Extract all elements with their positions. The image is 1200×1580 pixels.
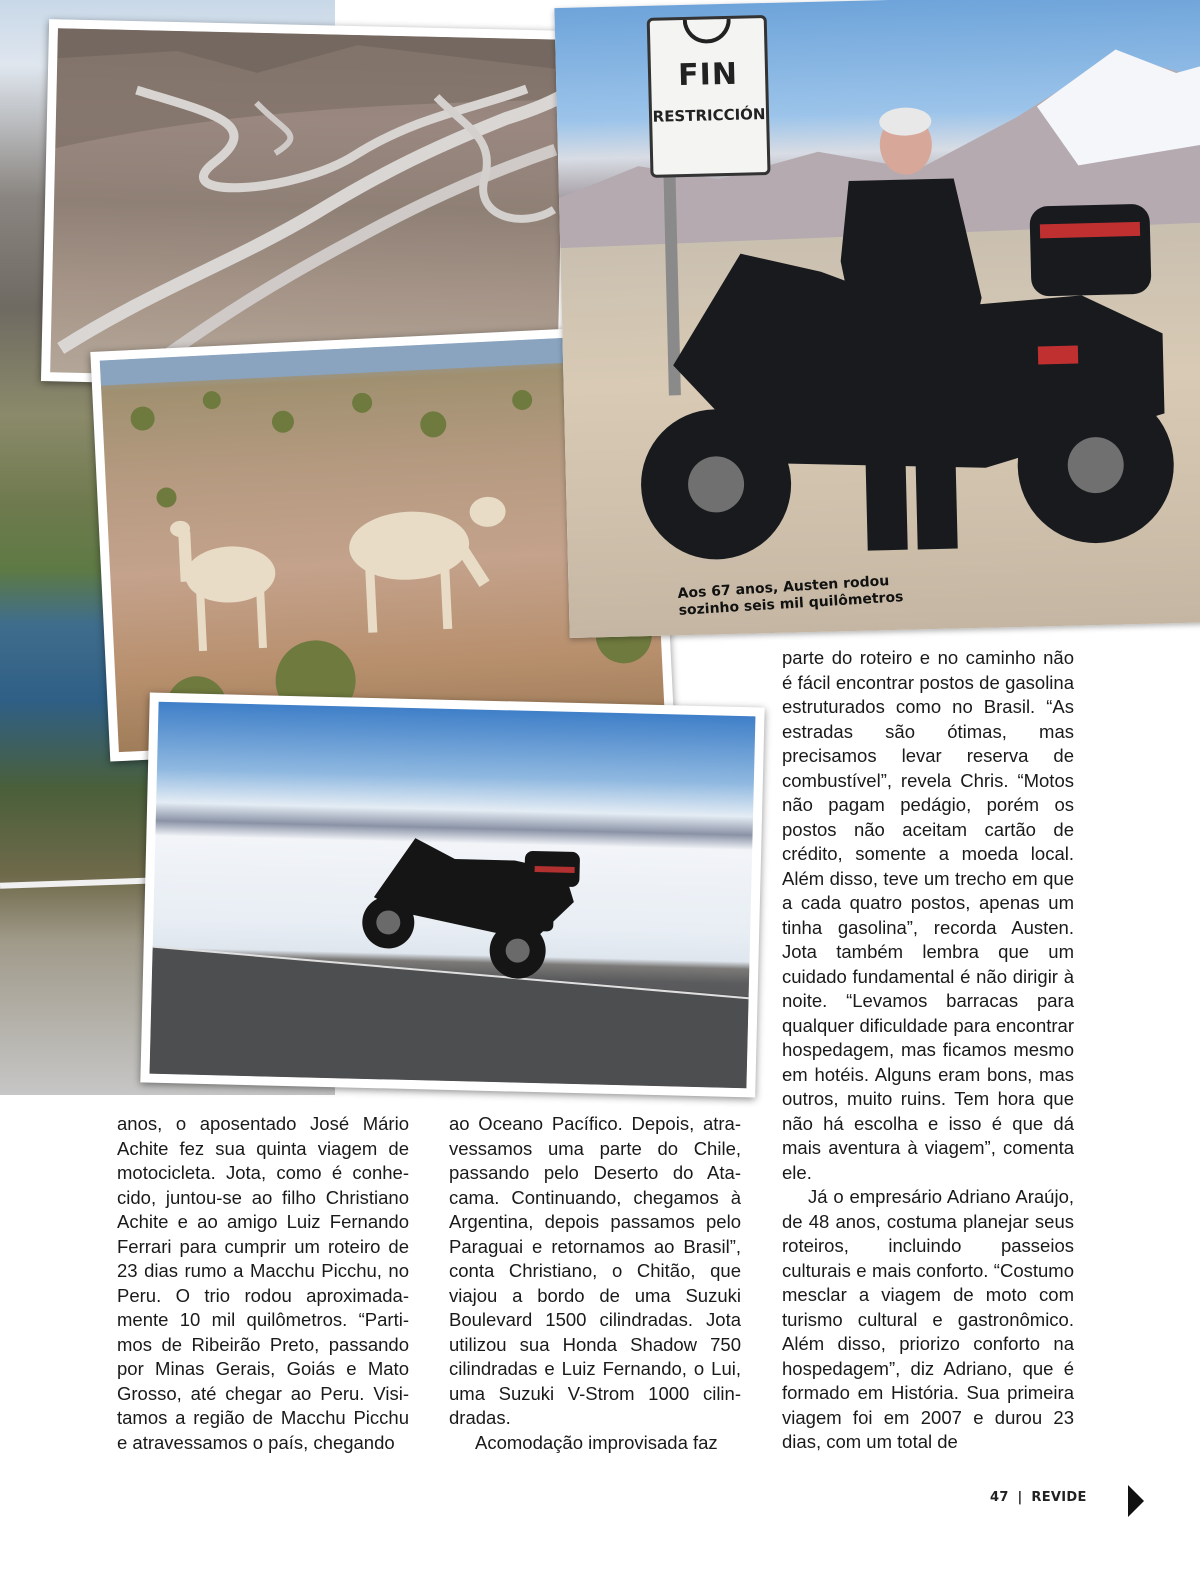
paragraph: parte do roteiro e no caminho não é fácil encontrar postos de gasolina estruturados como no Brasil. “As estradas são ótimas, mas precisamos levar reserva de combustível”, revela Chris. “Motos não pagam pedágio, porém os postos não aceitam cartão de crédito, somente a moeda local. Além disso, teve um trecho em que a cada quatro postos, apenas um tinha gasolina”, recorda Austen. Jota também lembra que um cuidado fundamental é não dirigir à noite. “Levamos barracas para qualquer dificuldade para encontrar hospedagem, mas ficamos mesmo em hotéis. Alguns eram bons, mas outros, muito ruins. Tem hora que não há escolha e isso é que dá mais aventura à viagem”, comenta ele. — [782, 647, 1074, 1183]
road-sign — [647, 15, 771, 178]
road-sign-line2: RESTRICCIÓN — [652, 105, 766, 126]
folio-separator: | — [1017, 1490, 1023, 1505]
road-sign-line1: FIN — [677, 56, 739, 94]
paragraph: ao Oceano Pacífico. Depois, atravessamos uma parte do Chile, passando pelo Deserto do Atacama. Continuando, chegamos à Argentina, depois passamos pelo Paraguai e retornamos ao Brasil”, conta Christiano, o Chitão, que viajou a bordo de uma Suzuki Boulevard 1500 cilindradas. Jota utilizou sua Honda Shadow 750 cilindradas e Luiz Fernando, o Lui, uma Suzuki V-Strom 1000 cilindradas. — [449, 1113, 741, 1428]
road-sign-circle — [683, 19, 732, 44]
paragraph: Já o empresário Adriano Araújo, de 48 anos, costuma planejar seus roteiros, incluindo passeios culturais e mais conforto. “Costumo mesclar a viagem de moto com turismo cultural e gastronômico. Além disso, priorizo conforto na hospedagem”, diz Adriano, que é formado em História. Sua primeira viagem foi em 2007 e durou 23 dias, com um total de — [782, 1186, 1074, 1452]
next-page-arrow-icon[interactable] — [1128, 1485, 1144, 1517]
photo-salt-flats-motorcycle — [140, 693, 764, 1098]
motorcycle-salt-illustration — [150, 702, 756, 1088]
text-column-3 — [782, 646, 1074, 1455]
paragraph: anos, o aposentado José Mário Achite fez sua quinta viagem de motocicleta. Jota, como é conhecido, juntou-se ao filho Christiano Achite e ao amigo Luiz Fernando Ferrari para cumprir um roteiro de 23 dias rumo a Macchu Picchu, no Peru. O trio rodou aproximadamente 10 mil quilômetros. “Partimos de Ribeirão Preto, passando por Minas Gerais, Goiás e Mato Grosso, até chegar ao Peru. Visitamos a região de Macchu Picchu e atravessamos o país, chegando — [117, 1113, 409, 1453]
paragraph: Acomodação improvisada faz — [475, 1431, 718, 1453]
photo-rider-motorcycle — [554, 0, 1200, 638]
magazine-name: REVIDE — [1031, 1490, 1087, 1505]
winding-road-illustration — [50, 28, 565, 383]
photo-caption: Aos 67 anos, Austen rodou sozinho seis mil quilômetros — [677, 573, 904, 619]
text-column-2 — [449, 1112, 741, 1455]
page-folio — [990, 1490, 1087, 1505]
text-column-1 — [117, 1112, 409, 1455]
page-number: 47 — [990, 1490, 1009, 1505]
